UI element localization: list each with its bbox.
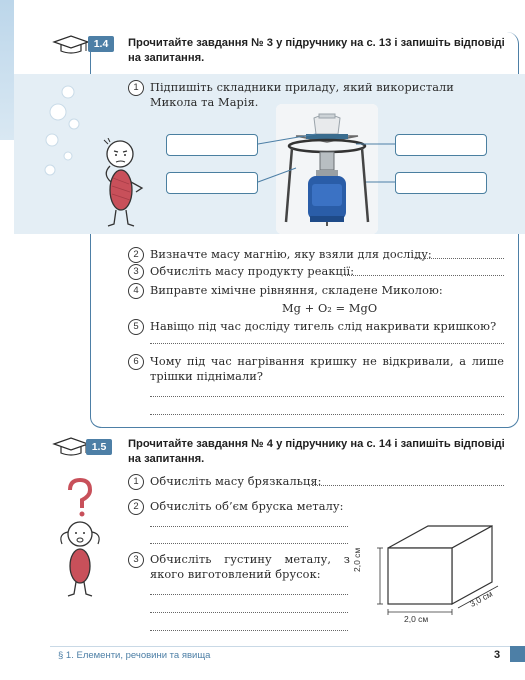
label-answer-box-bottom-left[interactable] <box>166 172 258 194</box>
task-title: Прочитайте завдання № 4 у підручнику на с. 14 і запишіть відповіді на запитання. <box>128 438 505 465</box>
footer-rule <box>50 646 510 647</box>
question-3-text: Обчисліть масу продукту реакції: <box>150 265 355 278</box>
answer-line[interactable] <box>150 343 504 344</box>
answer-line[interactable] <box>150 414 504 415</box>
question-2-text: Визначте масу магнію, яку взяли для досліду: <box>150 248 432 261</box>
chemical-equation: Mg + O₂ = MgO <box>282 302 378 315</box>
page-number: 3 <box>494 649 501 661</box>
question-number-3: 3 <box>128 264 144 280</box>
task-number-badge: 1.5 <box>86 439 112 455</box>
label-answer-box-top-left[interactable] <box>166 134 258 156</box>
answer-line[interactable] <box>150 396 504 397</box>
answer-line[interactable] <box>416 258 504 259</box>
question-number-1: 1 <box>128 474 144 490</box>
label-answer-box-bottom-right[interactable] <box>395 172 487 194</box>
question-figure-illustration <box>54 478 106 598</box>
question-number-6: 6 <box>128 354 144 370</box>
question-number-2: 2 <box>128 499 144 515</box>
thinking-figure-illustration <box>96 138 148 230</box>
answer-line[interactable] <box>150 594 348 595</box>
depth-dimension-label: 3,0 см <box>468 588 495 609</box>
question-5-text: Навіщо під час досліду тигель слід накривати кришкою? <box>150 320 497 333</box>
question-number-4: 4 <box>128 283 144 299</box>
answer-line[interactable] <box>312 485 504 486</box>
task-title: Прочитайте завдання № 3 у підручнику на с. 13 і запишіть відповіді на запитання. <box>128 37 505 64</box>
question-1-text: Обчисліть масу брязкальця: <box>150 475 322 488</box>
answer-line[interactable] <box>150 612 348 613</box>
page-corner-tab <box>510 646 525 662</box>
question-1-text: Підпишіть складники приладу, який використали Микола та Марія. <box>150 81 454 109</box>
graduation-cap-icon <box>52 436 90 458</box>
question-2-text: Обчисліть об’єм бруска металу: <box>150 500 344 513</box>
bubbles-decoration <box>38 82 88 182</box>
question-3-text: Обчисліть густину металу, з якого виготовлений брусок: <box>150 553 350 581</box>
question-number-1: 1 <box>128 80 144 96</box>
question-number-5: 5 <box>128 319 144 335</box>
task-number-badge: 1.4 <box>88 36 114 52</box>
question-number-3: 3 <box>128 552 144 568</box>
height-dimension-label: 2,0 см <box>352 547 362 572</box>
question-number-2: 2 <box>128 247 144 263</box>
question-6-text: Чому під час нагрівання кришку не відкривали, а лише трішки піднімали? <box>150 355 504 383</box>
footer-section-title: § 1. Елементи, речовини та явища <box>58 650 211 661</box>
answer-line[interactable] <box>150 630 348 631</box>
width-dimension-label: 2,0 см <box>404 614 429 624</box>
page-edge-decoration <box>0 0 14 140</box>
answer-line[interactable] <box>150 543 348 544</box>
answer-line[interactable] <box>150 526 348 527</box>
question-4-text: Виправте хімічне рівняння, складене Миколою: <box>150 284 443 297</box>
cuboid-diagram <box>360 520 510 630</box>
graduation-cap-icon <box>52 34 90 56</box>
label-connector-lines <box>256 130 398 190</box>
label-answer-box-top-right[interactable] <box>395 134 487 156</box>
answer-line[interactable] <box>345 275 504 276</box>
